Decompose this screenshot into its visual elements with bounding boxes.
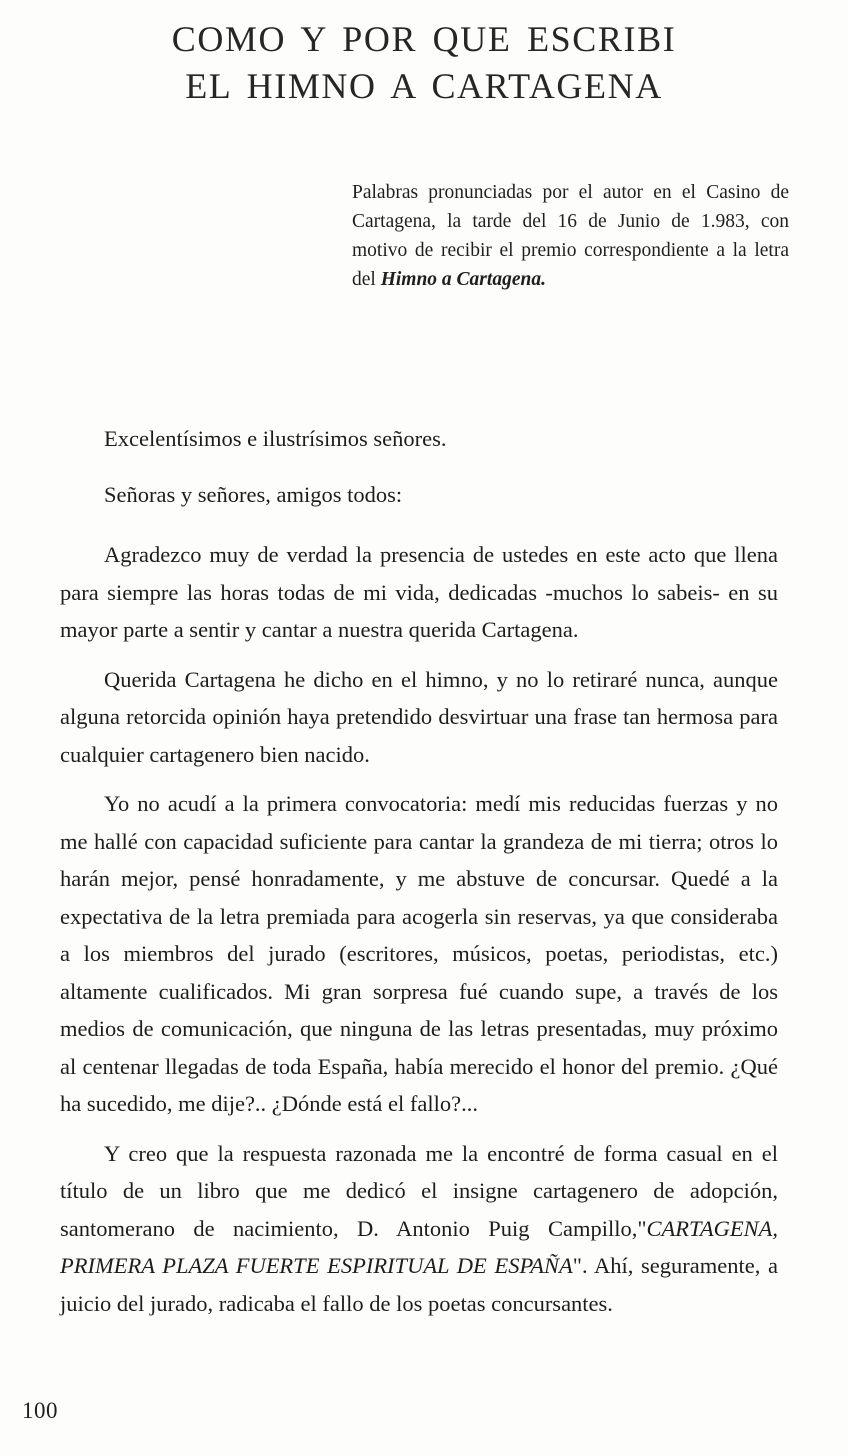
epigraph-text: Palabras pronunciadas por el autor en el Casino de Cartagena, la tarde del 16 de Junio de 1.983, con motivo de recibir el premio correspondiente a la letra del [352,182,789,290]
page-number: 100 [22,1398,58,1423]
salutation-line-2: Señoras y señores, amigos todos: [104,482,403,507]
book-title-italic: CARTAGENA, PRIMERA PLAZA FUERTE ESPIRITUAL DE ESPAÑA [60,1215,778,1278]
epigraph-block [352,178,789,294]
paragraph-3: Yo no acudí a la primera convocatoria: medí mis reducidas fuerzas y no me hallé con capacidad suficiente para cantar la grandeza de mi tierra; otros lo harán mejor, pensé honradamente, y me abstuve de concursar. Quedé a la expectativa de la letra premiada para acogerla sin reservas, ya que consideraba a los miembros del jurado (escritores, músicos, poetas, periodistas, etc.) altamente cualificados. Mi gran sorpresa fué cuando supe, a través de los medios de comunicación, que ninguna de las letras presentadas, muy próximo al centenar llegadas de toda España, había merecido el honor del premio. ¿Qué ha sucedido, me dije?.. ¿Dónde está el fallo?... [60,791,778,1116]
page-title [0,16,848,110]
title-line-1: COMO Y POR QUE ESCRIBI [171,19,677,59]
epigraph-italic-title: Himno a Cartagena. [380,269,546,290]
paragraph-4 [60,1135,778,1323]
paragraph-4-part-1: Y creo que la respuesta razonada me la encontré de forma casual en el título de un libro que me dedicó el insigne cartagenero de adopción, santomerano de nacimiento, D. Antonio Puig Campillo," [60,1140,778,1241]
paragraph-2: Querida Cartagena he dicho en el himno, y no lo retiraré nunca, aunque alguna retorcida opinión haya pretendido desvirtuar una frase tan hermosa para cualquier cartagenero bien nacido. [60,666,778,767]
title-line-2: EL HIMNO A CARTAGENA [185,65,663,106]
salutation-line-1: Excelentísimos e ilustrísimos señores. [104,426,447,451]
body-text [60,424,778,1322]
paragraph-1: Agradezco muy de verdad la presencia de ustedes en este acto que llena para siempre las horas todas de mi vida, dedicadas -muchos lo sabeis- en su mayor parte a sentir y cantar a nuestra querida Cartagena. [60,542,778,642]
paragraph-4-part-2: ". Ahí, seguramente, a juicio del jurado, radicaba el fallo de los poetas concursantes. [60,1253,778,1316]
